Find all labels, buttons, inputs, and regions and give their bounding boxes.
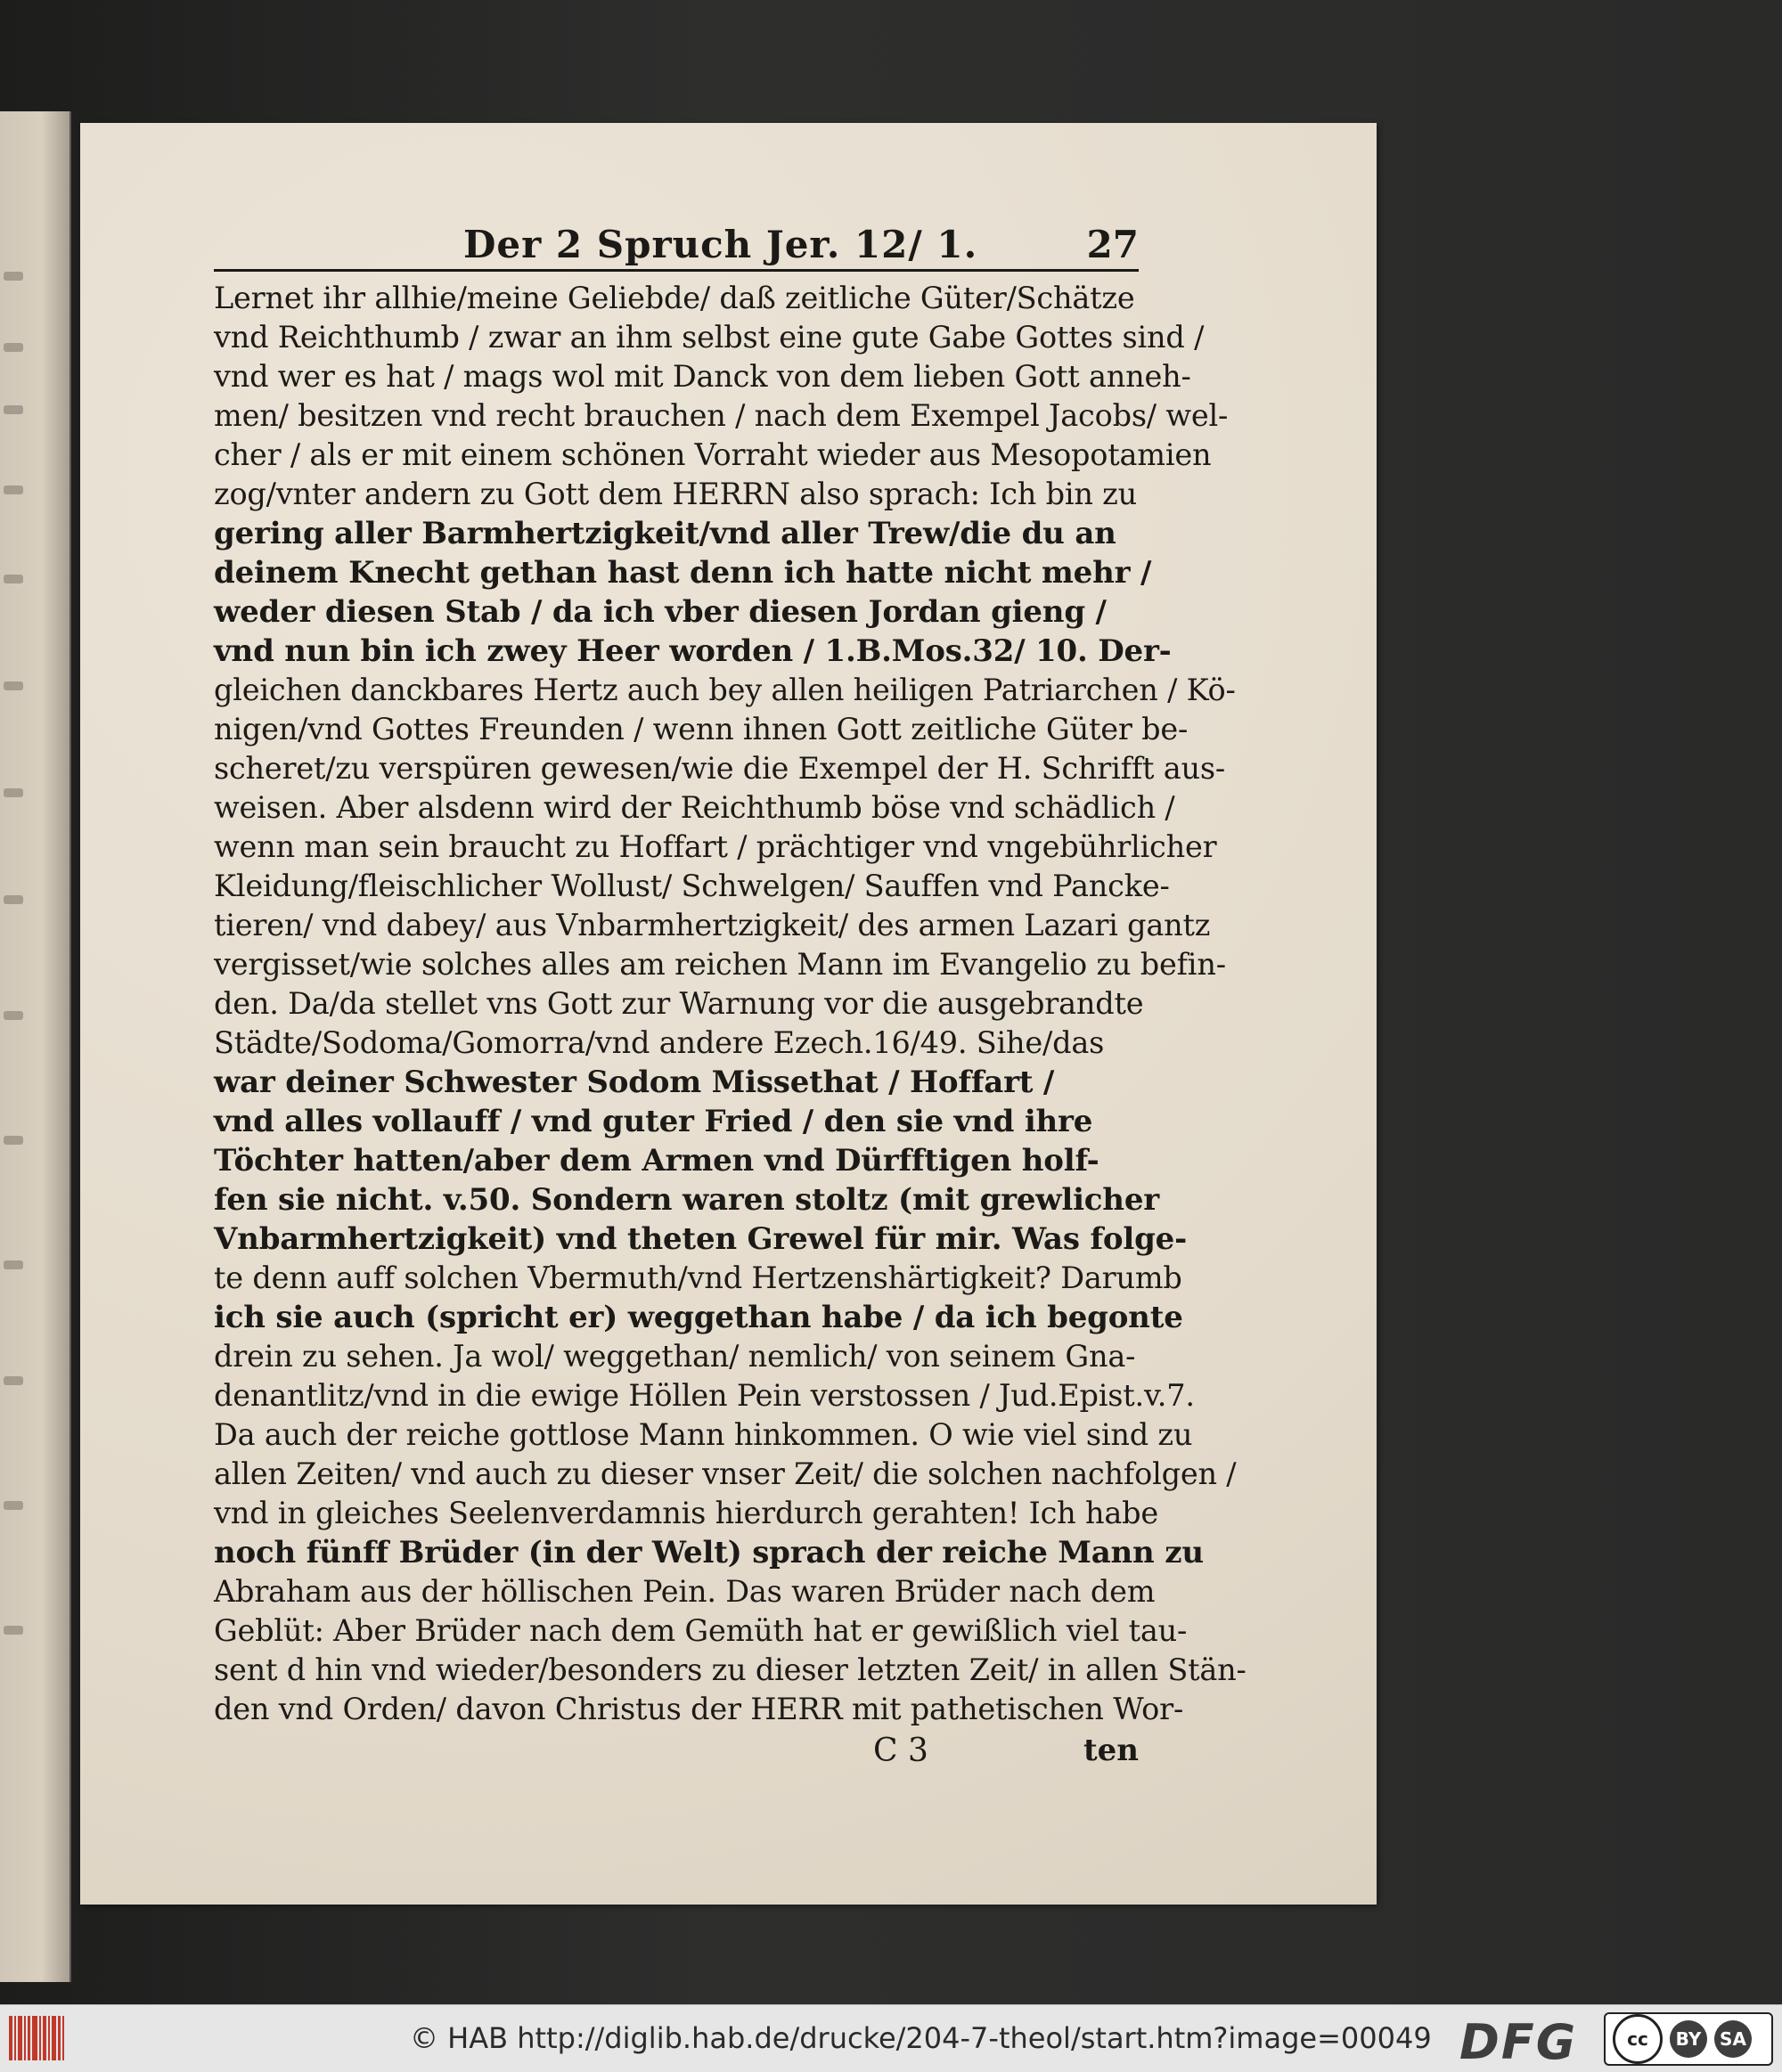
cc-icon: cc: [1613, 2014, 1663, 2064]
text-line: gleichen danckbares Hertz auch bey allen heiligen Patriarchen / Kö-: [214, 673, 1236, 707]
text-line: denantlitz/vnd in die ewige Höllen Pein verstossen / Jud.Epist.v.7.: [214, 1378, 1195, 1413]
signature-mark: C 3: [873, 1733, 928, 1769]
text-line: men/ besitzen vnd recht brauchen / nach dem Exempel Jacobs/ wel-: [214, 398, 1229, 433]
text-line: vnd nun bin ich zwey Heer worden / 1.B.Mos.32/ 10. Der-: [214, 633, 1172, 669]
sa-icon: SA: [1714, 2020, 1752, 2058]
text-line: weisen. Aber alsdenn wird der Reichthumb böse vnd schädlich /: [214, 790, 1175, 825]
barcode-icon: [9, 2016, 73, 2060]
text-line: scheret/zu verspüren gewesen/wie die Exempel der H. Schrifft aus-: [214, 751, 1225, 786]
text-line: Städte/Sodoma/Gomorra/vnd andere Ezech.16/49. Sihe/das: [214, 1025, 1105, 1060]
text-line: vergisset/wie solches alles am reichen Mann im Evangelio zu befin-: [214, 947, 1226, 982]
text-line: zog/vnter andern zu Gott dem HERRN also sprach: Ich bin zu: [214, 477, 1138, 511]
previous-page-edge: [0, 111, 71, 1982]
text-line: drein zu sehen. Ja wol/ weggethan/ nemlich/ von seinem Gna-: [214, 1339, 1136, 1374]
text-line: cher / als er mit einem schönen Vorraht wieder aus Mesopotamien: [214, 437, 1212, 472]
text-line: Lernet ihr allhie/meine Geliebde/ daß zeitliche Güter/Schätze: [214, 281, 1135, 315]
text-line: den vnd Orden/ davon Christus der HERR mit pathetischen Wor-: [214, 1692, 1184, 1726]
text-line: deinem Knecht gethan hast denn ich hatte nicht mehr /: [214, 555, 1152, 591]
credit-link[interactable]: © HAB http://diglib.hab.de/drucke/204-7-theol/start.htm?image=00049: [410, 2021, 1432, 2055]
text-line: vnd in gleiches Seelenverdamnis hierdurch gerahten! Ich habe: [214, 1496, 1159, 1530]
catchword: ten: [1083, 1733, 1139, 1768]
text-line: sent d hin vnd wieder/besonders zu dieser letzten Zeit/ in allen Stän-: [214, 1652, 1247, 1687]
text-line: gering aller Barmhertzigkeit/vnd aller Trew/die du an: [214, 516, 1116, 551]
dfg-logo: DFG: [1459, 2014, 1578, 2070]
text-line: allen Zeiten/ vnd auch zu dieser vnser Zeit/ die solchen nachfolgen /: [214, 1456, 1237, 1491]
text-line: wenn man sein braucht zu Hoffart / prächtiger vnd vngebührlicher: [214, 829, 1217, 864]
page-footer: [214, 1729, 1139, 1774]
text-line: vnd Reichthumb / zwar an ihm selbst eine gute Gabe Gottes sind /: [214, 320, 1205, 355]
text-line: weder diesen Stab / da ich vber diesen Jordan gieng /: [214, 594, 1107, 630]
text-line: ich sie auch (spricht er) weggethan habe / da ich begonte: [214, 1300, 1183, 1335]
text-line: te denn auff solchen Vbermuth/vnd Hertzenshärtigkeit? Darumb: [214, 1260, 1182, 1295]
text-line: nigen/vnd Gottes Freunden / wenn ihnen Gott zeitliche Güter be-: [214, 712, 1189, 746]
text-block: [214, 223, 1247, 1774]
text-line: tieren/ vnd dabey/ aus Vnbarmhertzigkeit/ des armen Lazari gantz: [214, 908, 1211, 942]
text-line: Vnbarmhertzigkeit) vnd theten Grewel für mir. Was folge-: [214, 1221, 1187, 1257]
book-page: [80, 123, 1377, 1905]
text-line: noch fünff Brüder (in der Welt) sprach der reiche Mann zu: [214, 1535, 1204, 1570]
running-head: [214, 223, 1139, 272]
folio-number: 27: [1086, 223, 1139, 266]
text-line: den. Da/da stellet vns Gott zur Warnung vor die ausgebrandte: [214, 986, 1144, 1021]
text-line: Da auch der reiche gottlose Mann hinkommen. O wie viel sind zu: [214, 1417, 1193, 1452]
running-title: Der 2 Spruch Jer. 12/ 1.: [463, 223, 978, 266]
viewer-footer-bar: [0, 2004, 1782, 2072]
body-text: [214, 279, 1247, 1729]
text-line: vnd alles vollauff / vnd guter Fried / den sie vnd ihre: [214, 1104, 1093, 1139]
by-icon: BY: [1670, 2020, 1707, 2058]
text-line: Geblüt: Aber Brüder nach dem Gemüth hat er gewißlich viel tau-: [214, 1613, 1188, 1648]
text-line: vnd wer es hat / mags wol mit Danck von dem lieben Gott anneh-: [214, 359, 1191, 394]
text-line: fen sie nicht. v.50. Sondern waren stoltz (mit grewlicher: [214, 1182, 1159, 1218]
text-line: Abraham aus der höllischen Pein. Das waren Brüder nach dem: [214, 1574, 1156, 1609]
creative-commons-badge[interactable]: [1604, 2012, 1773, 2066]
text-line: Kleidung/fleischlicher Wollust/ Schwelgen/ Sauffen vnd Pancke-: [214, 869, 1170, 903]
text-line: Töchter hatten/aber dem Armen vnd Dürfftigen holf-: [214, 1143, 1099, 1179]
text-line: war deiner Schwester Sodom Missethat / Hoffart /: [214, 1065, 1055, 1100]
